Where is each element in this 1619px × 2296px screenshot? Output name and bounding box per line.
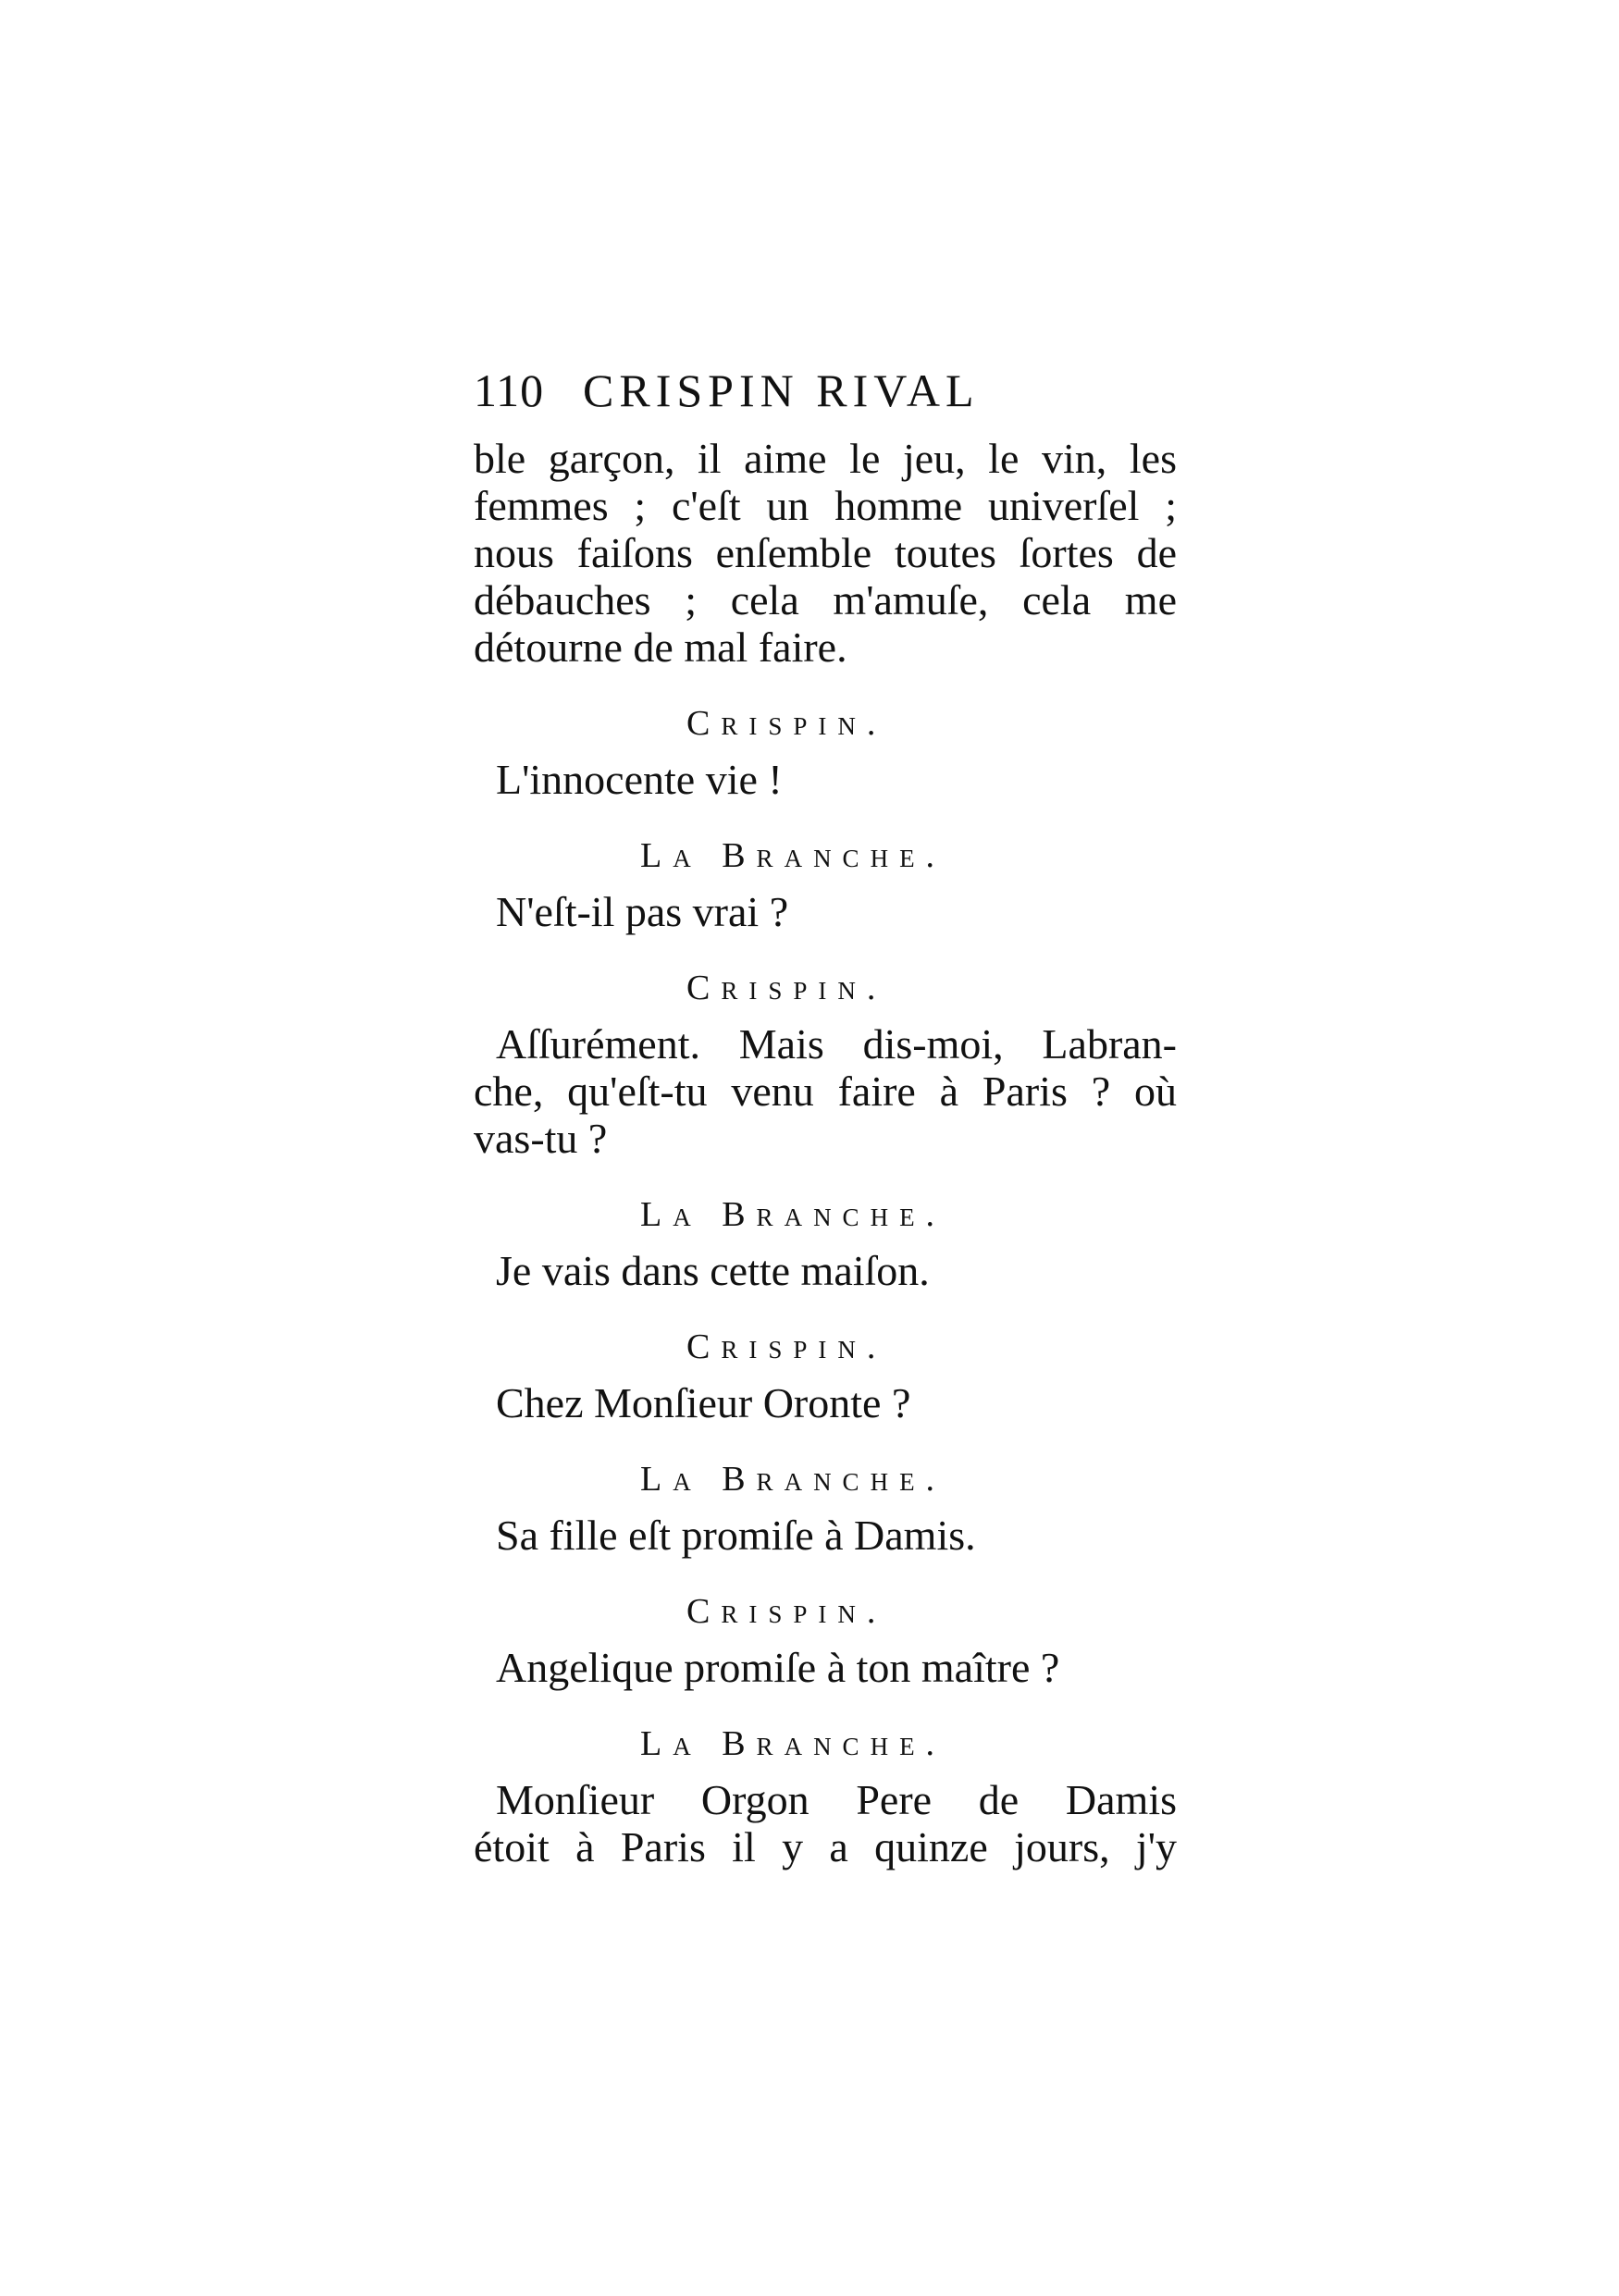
speaker-name: La Branche. <box>640 1195 946 1234</box>
paragraph-line: détourne de mal faire. <box>474 623 847 671</box>
speech-line: Chez Monſieur Oronte ? <box>496 1379 911 1426</box>
page-text <box>474 435 1177 1870</box>
speech-line: Angelique promiſe à ton maître ? <box>496 1644 1060 1691</box>
speech-line: N'eſt-il pas vrai ? <box>496 888 789 935</box>
speech-line: vas-tu ? <box>474 1115 608 1162</box>
speech-line: étoit à Paris il y a quinze jours, j'y <box>474 1823 1177 1870</box>
paragraph-line: ble garçon, il aime le jeu, le vin, les <box>474 435 1177 482</box>
paragraph-line: nous faiſons enſemble toutes ſortes de <box>474 529 1177 576</box>
speaker-name: Crispin. <box>686 1592 887 1631</box>
speech-line: L'innocente vie ! <box>496 756 783 803</box>
paragraph-line: débauches ; cela m'amuſe, cela me <box>474 576 1177 623</box>
speech-line: Je vais dans cette maiſon. <box>496 1247 930 1294</box>
paragraph-line: femmes ; c'eſt un homme univerſel ; <box>474 482 1177 529</box>
speech-line: Sa fille eſt promiſe à Damis. <box>496 1512 976 1559</box>
speaker-name: La Branche. <box>640 836 946 875</box>
speech-line: che, qu'eſt-tu venu faire à Paris ? où <box>474 1068 1177 1115</box>
speech-line: Monſieur Orgon Pere de Damis <box>496 1776 1177 1823</box>
speaker-name: La Branche. <box>640 1460 946 1499</box>
speaker-name: Crispin. <box>686 704 887 743</box>
speaker-name: Crispin. <box>686 969 887 1007</box>
speaker-name: Crispin. <box>686 1327 887 1366</box>
speech-line: Aſſurément. Mais dis-moi, Labran- <box>496 1020 1177 1068</box>
running-title: CRISPIN RIVAL <box>583 364 980 416</box>
running-head <box>474 363 1177 418</box>
speaker-name: La Branche. <box>640 1724 946 1763</box>
page-number: 110 <box>474 364 545 416</box>
